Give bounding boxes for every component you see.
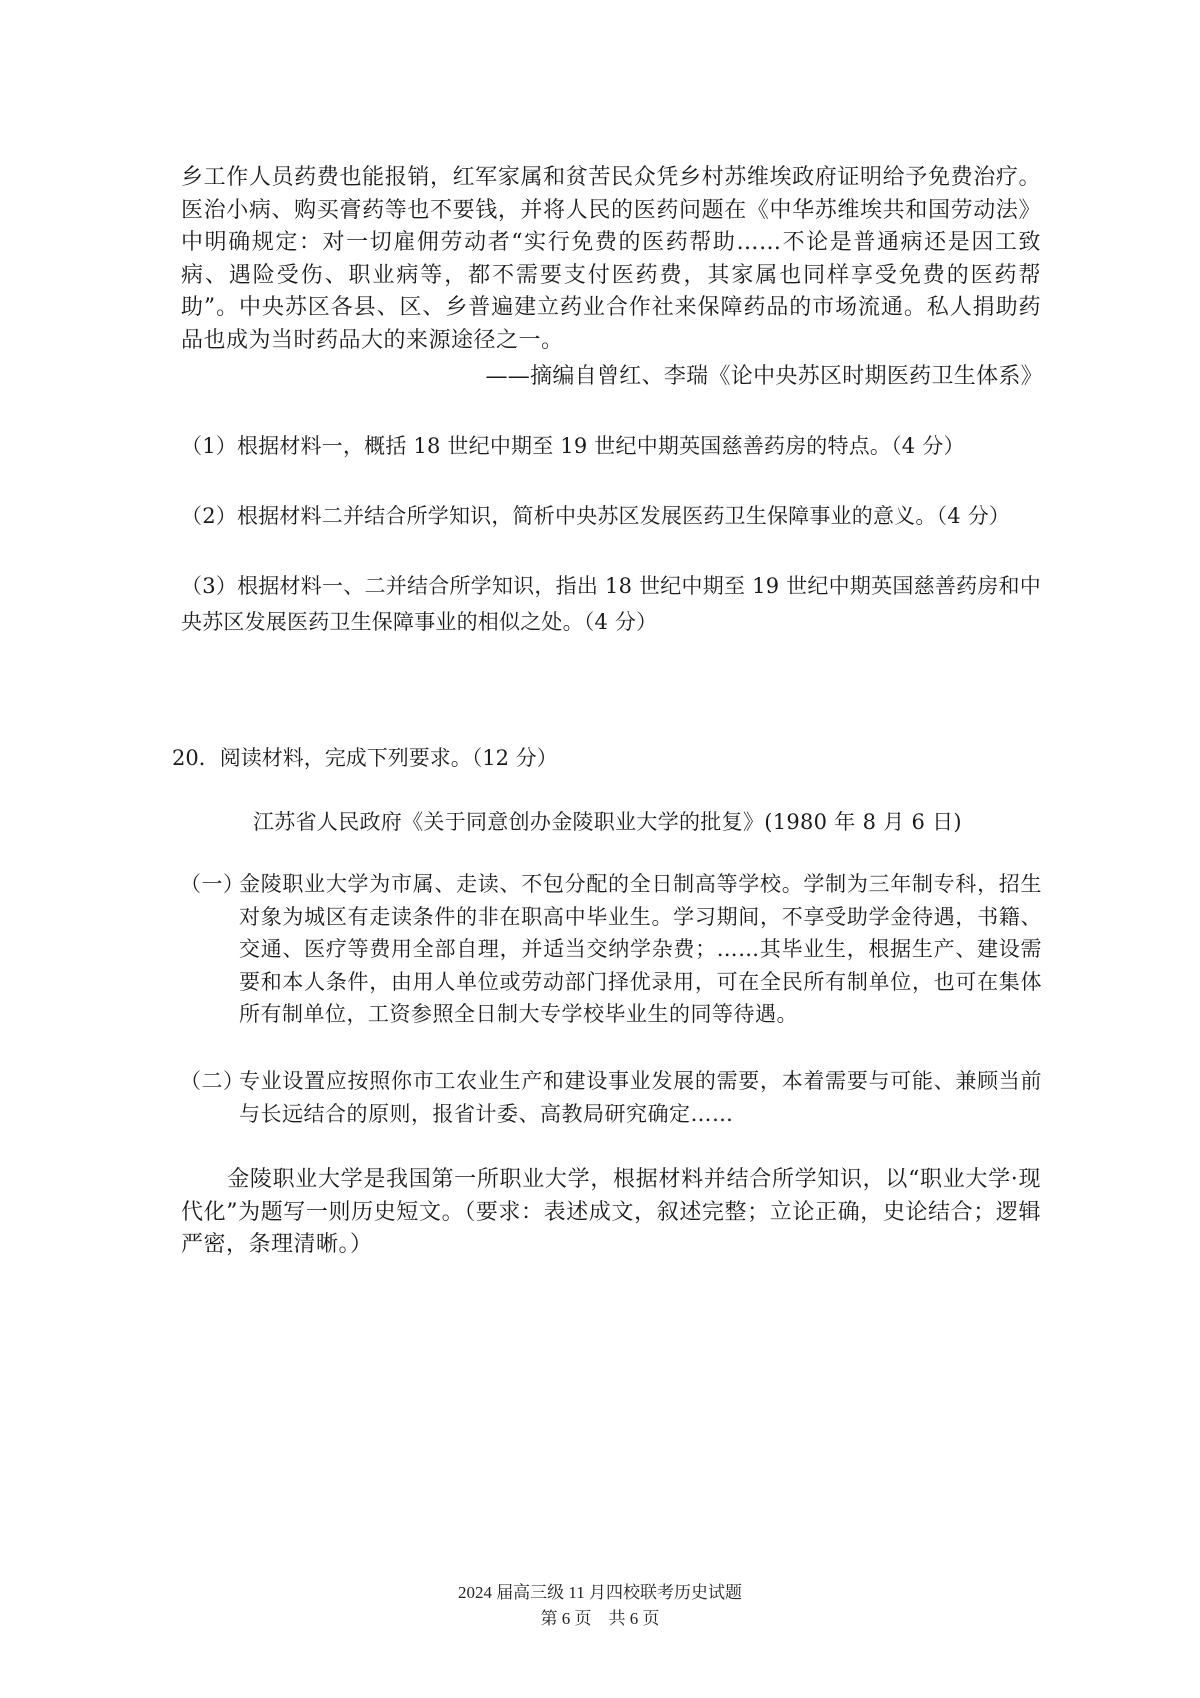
material-two-citation: ——摘编自曾红、李瑞《论中央苏区时期医药卫生体系》 — [485, 364, 1043, 389]
material-two-paragraph: 乡工作人员药费也能报销，红军家属和贫苦民众凭乡村苏维埃政府证明给予免费治疗。医治小病、购买膏药等也不要钱，并将人民的医药问题在《中华苏维埃共和国劳动法》中明确规定：对一切雇佣劳动者“实行免费的医药帮助……不论是普通病还是因工致病、遇险受伤、职业病等，都不需要支付医药费，其家属也同样享受免费的医药帮助”。中央苏区各县、区、乡普遍建立药业合作社来保障药品的市场流通。私人捐助药品也成为当时药品大的来源途径之一。 — [181, 165, 1041, 353]
question-20-heading: 20．阅读材料，完成下列要求。（12 分） — [172, 746, 558, 770]
footer-page-number: 第 6 页 共 6 页 — [540, 1609, 660, 1628]
question-20-task: 金陵职业大学是我国第一所职业大学，根据材料并结合所学知识，以“职业大学·现代化”为题写一则历史短文。（要求：表述成文，叙述完整；立论正确，史论结合；逻辑严密，条理清晰。） — [181, 1167, 1041, 1258]
question-19-2: （2）根据材料二并结合所学知识，简析中央苏区发展医药卫生保障事业的意义。（4 分） — [181, 504, 1011, 528]
question-19-3: （3）根据材料一、二并结合所学知识，指出 18 世纪中期至 19 世纪中期英国慈善药房和中央苏区发展医药卫生保障事业的相似之处。（4 分） — [181, 574, 1041, 634]
question-19-1: （1）根据材料一，概括 18 世纪中期至 19 世纪中期英国慈善药房的特点。（4 分） — [181, 434, 965, 458]
document-title: 江苏省人民政府《关于同意创办金陵职业大学的批复》(1980 年 8 月 6 日) — [253, 810, 962, 834]
item-2-label: （二） — [180, 1069, 245, 1093]
item-1-label: （一） — [180, 872, 245, 896]
document-item-2 — [180, 1065, 1042, 1130]
item-2-text: 专业设置应按照你市工农业生产和建设事业发展的需要，本着需要与可能、兼顾当前与长远结合的原则，报省计委、高教局研究确定…… — [239, 1069, 1042, 1126]
document-item-1 — [180, 868, 1042, 1031]
item-1-text: 金陵职业大学为市属、走读、不包分配的全日制高等学校。学制为三年制专科，招生对象为城区有走读条件的非在职高中毕业生。学习期间，不享受助学金待遇，书籍、交通、医疗等费用全部自理，并适当交纳学杂费；……其毕业生，根据生产、建设需要和本人条件，由用人单位或劳动部门择优录用，可在全民所有制单位，也可在集体所有制单位，工资参照全日制大专学校毕业生的同等待遇。 — [239, 872, 1042, 1027]
footer-exam-title: 2024 届高三级 11 月四校联考历史试题 — [457, 1583, 743, 1602]
